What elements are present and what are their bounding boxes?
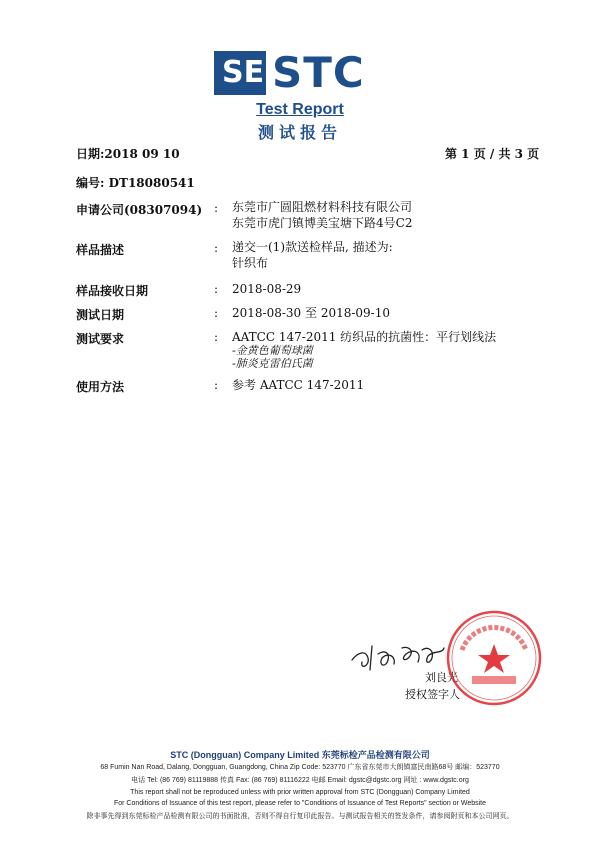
requirement-label: 测试要求: [76, 332, 125, 346]
page-info: 第 1 页 / 共 3 页: [445, 147, 540, 161]
method-label: 使用方法: [76, 380, 125, 394]
requirement-colon: :: [214, 330, 219, 344]
signatory-name: 刘良光: [425, 671, 458, 684]
stc-logo-text: STC: [272, 48, 365, 97]
footer-notice-1: This report shall not be reproduced unless with prior written approval from STC (Dongguan) Company Limited: [130, 789, 470, 796]
applicant-name: 东莞市广圆阻燃材料科技有限公司: [232, 200, 413, 214]
requirement-sub2: -肺炎克雷伯氏菌: [232, 357, 313, 370]
applicant-colon: :: [214, 201, 219, 215]
report-title-cn: 测试报告: [257, 123, 342, 142]
requirement-line1: AATCC 147-2011 纺织品的抗菌性：平行划线法: [232, 330, 497, 344]
sample-desc-line1: 递交一(1)款送检样品, 描述为:: [232, 240, 393, 254]
applicant-address: 东莞市虎门镇博美宝塘下路4号C2: [232, 216, 413, 230]
received-colon: :: [214, 282, 219, 296]
footer-company: STC (Dongguan) Company Limited 东莞标检产品检测有限公司: [170, 750, 430, 760]
official-seal-stamp: [444, 608, 544, 708]
report-number: 编号: DT18080541: [76, 176, 195, 190]
method-colon: :: [214, 378, 219, 392]
report-date: 日期:2018 09 10: [76, 147, 180, 161]
footer-notice-3: 除非事先得到东莞标检产品检测有限公司的书面批准，否则不得自行复印此报告。与测试报告相关的签发条件，请参阅附页和本公司网页。: [86, 813, 514, 820]
test-date-label: 测试日期: [76, 308, 125, 322]
applicant-label: 申请公司(08307094): [76, 203, 203, 217]
received-value: 2018-08-29: [232, 282, 302, 296]
received-label: 样品接收日期: [76, 284, 149, 298]
stc-logo: [214, 49, 390, 97]
test-date-colon: :: [214, 306, 219, 320]
footer-address: 68 Fumin Nan Road, Dalang, Dongguan, Guangdong, China Zip Code: 523770 广东省东莞市大朗镇富民南路68号 邮编：523770: [100, 764, 500, 771]
sample-desc-line2: 针织布: [232, 256, 269, 270]
test-date-value: 2018-08-30 至 2018-09-10: [232, 306, 391, 320]
footer-notice-2: For Conditions of Issuance of this test report, please refer to "Conditions of Issuance of Test Reports" section or Website: [113, 800, 486, 807]
sample-desc-label: 样品描述: [76, 243, 125, 257]
signatory-role: 授权签字人: [405, 688, 460, 701]
method-value: 参考 AATCC 147-2011: [232, 378, 365, 392]
stc-logo-mark-text: SE: [222, 55, 265, 90]
requirement-sub1: -金黄色葡萄球菌: [232, 344, 313, 357]
sample-desc-colon: :: [214, 241, 219, 255]
footer-contact: 电话 Tel: (86 769) 81119888 传真 Fax: (86 769) 81116222 电邮 Email: dgstc@dgstc.org 网址 : www.dgstc.org: [131, 777, 469, 784]
report-title-en: Test Report: [256, 101, 344, 118]
stc-logo-mark: [214, 51, 266, 95]
